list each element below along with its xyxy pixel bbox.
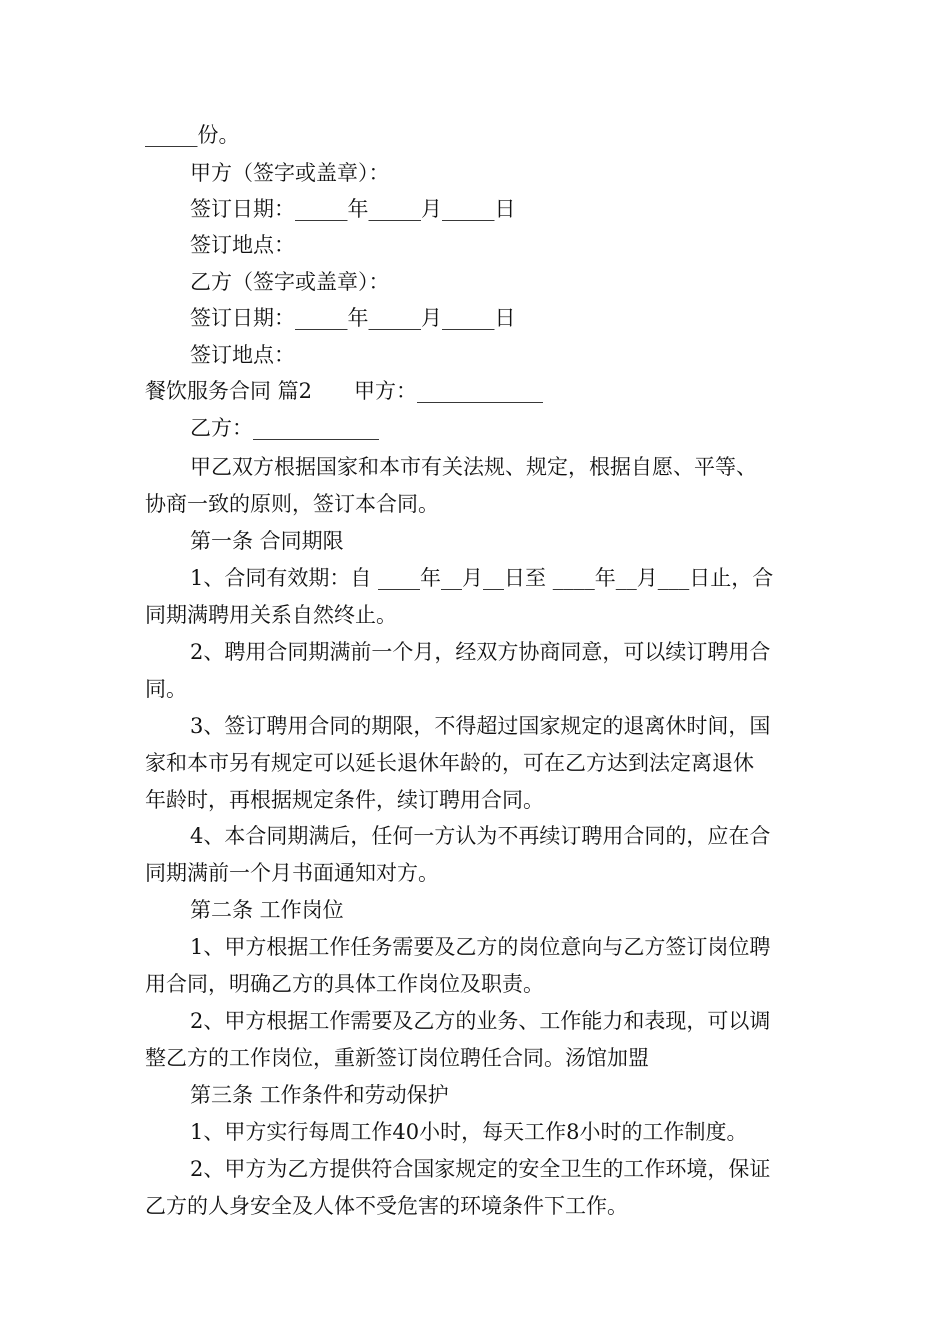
text-line: 1、甲方根据工作任务需要及乙方的岗位意向与乙方签订岗位聘 — [190, 935, 771, 959]
text-line: 1、合同有效期：自 ____年__月__日至 ____年__月___日止，合 — [190, 566, 774, 590]
text-line: 签订日期：_____年_____月_____日 — [190, 197, 516, 221]
text-line: 整乙方的工作岗位，重新签订岗位聘任合同。汤馆加盟 — [145, 1046, 649, 1070]
text-line: 3、签订聘用合同的期限，不得超过国家规定的退离休时间，国 — [190, 714, 771, 738]
text-line: 用合同，明确乙方的具体工作岗位及职责。 — [145, 972, 544, 996]
text-line: 甲方（签字或盖章）： — [190, 161, 390, 185]
text-line: 同期满前一个月书面通知对方。 — [145, 861, 439, 885]
party-a-field: 甲方：____________ — [354, 379, 544, 403]
article-heading: 第二条 工作岗位 — [190, 898, 344, 922]
text-line: 乙方（签字或盖章）： — [190, 270, 390, 294]
text-line: 甲乙双方根据国家和本市有关法规、规定，根据自愿、平等、 — [190, 455, 757, 479]
article-heading: 第三条 工作条件和劳动保护 — [190, 1083, 449, 1107]
text-line: 同期满聘用关系自然终止。 — [145, 603, 397, 627]
text-line: 乙方的人身安全及人体不受危害的环境条件下工作。 — [145, 1194, 628, 1218]
text-line: 家和本市另有规定可以延长退休年龄的，可在乙方达到法定离退休 — [145, 751, 754, 775]
text-line: 4、本合同期满后，任何一方认为不再续订聘用合同的，应在合 — [190, 824, 771, 848]
text-line: 签订地点： — [190, 343, 295, 367]
text-line: 协商一致的原则，签订本合同。 — [145, 492, 439, 516]
text-line: 签订地点： — [190, 233, 295, 257]
text-line: 年龄时，再根据规定条件，续订聘用合同。 — [145, 788, 544, 812]
section-title-line — [145, 373, 815, 410]
section-title: 餐饮服务合同 篇2 — [145, 379, 313, 403]
text-line: 2、甲方为乙方提供符合国家规定的安全卫生的工作环境，保证 — [190, 1157, 771, 1181]
text-line: 同。 — [145, 677, 187, 701]
article-heading: 第一条 合同期限 — [190, 529, 344, 553]
party-b-field: 乙方：____________ — [190, 416, 379, 440]
text-line: 签订日期：_____年_____月_____日 — [190, 306, 516, 330]
text-line: 2、聘用合同期满前一个月，经双方协商同意，可以续订聘用合 — [190, 640, 771, 664]
text-line: 2、甲方根据工作需要及乙方的业务、工作能力和表现，可以调 — [190, 1009, 771, 1033]
text-line: _____份。 — [145, 123, 240, 147]
text-line: 1、甲方实行每周工作40小时，每天工作8小时的工作制度。 — [190, 1120, 748, 1144]
